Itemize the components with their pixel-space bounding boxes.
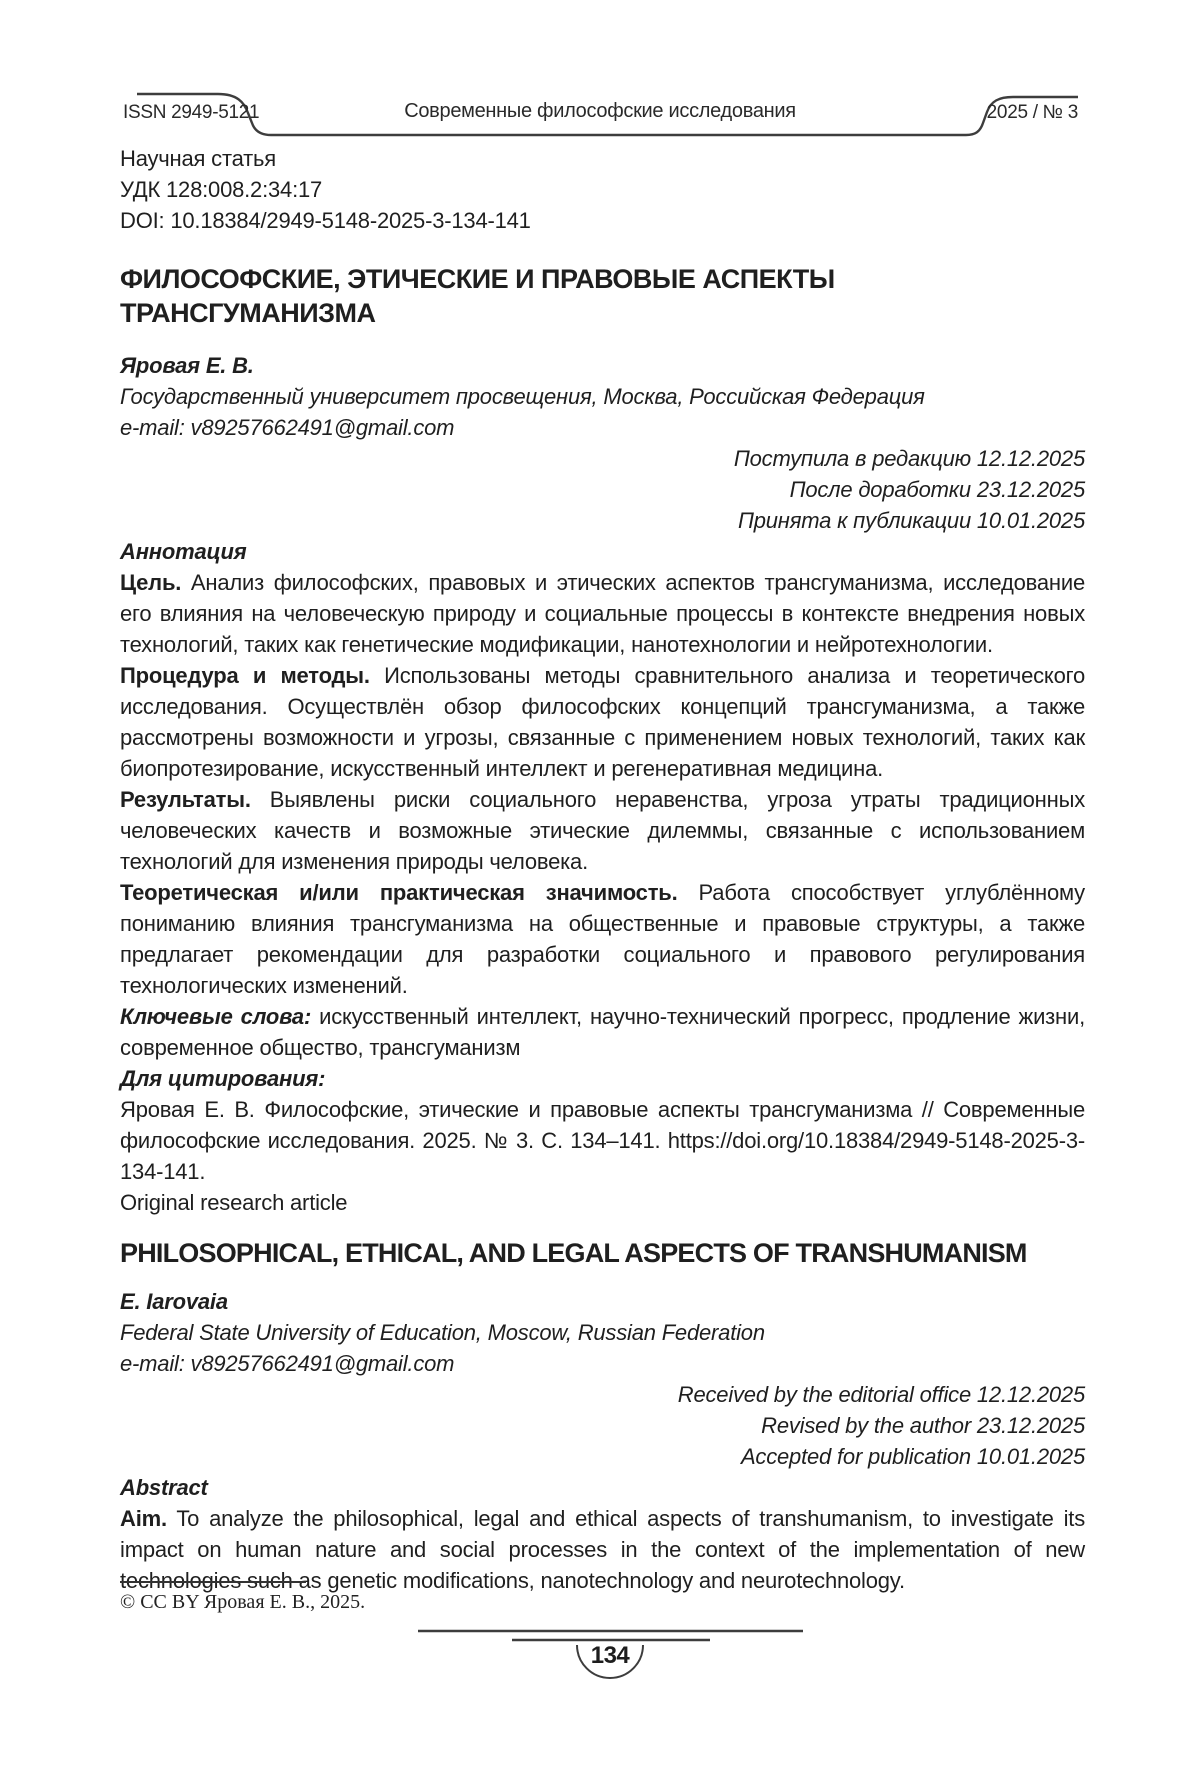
affiliation-ru: Государственный университет просвещения, Москва, Российская Федерация — [120, 384, 925, 409]
keywords-text: искусственный интеллект, научно-технический прогресс, продление жизни, современное общество, трансгуманизм — [120, 1004, 1085, 1060]
keywords-label: Ключевые слова: — [120, 1004, 312, 1029]
date-received-en: Received by the editorial office 12.12.2025 — [677, 1382, 1085, 1407]
author-email-ru: e-mail: v89257662491@gmail.com — [120, 415, 455, 440]
copyright-line: © CC BY Яровая Е. В., 2025. — [120, 1591, 366, 1613]
date-received-ru: Поступила в редакцию 12.12.2025 — [733, 446, 1085, 471]
section-label: Aim. — [120, 1506, 167, 1531]
section-label: Цель. — [120, 570, 182, 595]
article-type-ru: Научная статья — [120, 146, 276, 171]
affiliation-en: Federal State University of Education, Moscow, Russian Federation — [120, 1320, 765, 1345]
author-name-ru: Яровая Е. В. — [120, 353, 254, 378]
article-title-en: PHILOSOPHICAL, ETHICAL, AND LEGAL ASPECTS OF TRANSHUMANISM — [120, 1238, 1027, 1268]
ru-author-block — [120, 350, 1085, 443]
en-author-block — [120, 1286, 1085, 1379]
section-label: Результаты. — [120, 787, 251, 812]
section-text: Работа способствует углублённому пониманию влияния трансгуманизма на общественные и правовые структуры, а также предлагает рекомендации для разработки социального и правового регулирования технологических изменений. — [120, 880, 1085, 998]
article-meta — [120, 143, 1085, 236]
footnote-divider — [120, 1581, 306, 1583]
section-text: Выявлены риски социального неравенства, угроза утраты традиционных человеческих качеств и возможные этические дилеммы, связанные с использованием технологий для изменения природы человека. — [120, 787, 1085, 874]
abstract-section-aim-ru — [120, 567, 1085, 660]
citation-text: Яровая Е. В. Философские, этические и правовые аспекты трансгуманизма // Современные философские исследования. 2025. № 3. С. 134–141. https://doi.org/10.18384/2949-5148-2025-3-134-141. — [120, 1097, 1085, 1184]
abstract-section-significance-ru — [120, 877, 1085, 1001]
keywords-ru — [120, 1001, 1085, 1063]
author-name-en: E. Iarovaia — [120, 1289, 228, 1314]
article-body — [120, 143, 1085, 1596]
header-issue-number: 2025 / № 3 — [986, 102, 1078, 123]
section-text: To analyze the philosophical, legal and ethical aspects of transhumanism, to investigate its impact on human nature and social processes in the context of the implementation of new technologies such as genetic modifications, nanotechnology and neurotechnology. — [120, 1506, 1085, 1593]
citation-label: Для цитирования: — [120, 1066, 326, 1091]
date-accepted-ru: Принята к публикации 10.01.2025 — [737, 508, 1085, 533]
header-issn: ISSN 2949-5121 — [123, 102, 260, 123]
journal-title: Современные философские исследования — [404, 100, 796, 122]
section-label: Теоретическая и/или практическая значимость. — [120, 880, 678, 905]
section-text: Использованы методы сравнительного анализа и теоретического исследования. Осуществлён обзор философских концепций трансгуманизма, а также рассмотрены возможности и угрозы, связанные с применением новых технологий, таких как биопротезирование, искусственный интеллект и регенеративная медицина. — [120, 663, 1085, 781]
date-revised-ru: После доработки 23.12.2025 — [789, 477, 1085, 502]
author-email-en: e-mail: v89257662491@gmail.com — [120, 1351, 455, 1376]
doi-code: DOI: 10.18384/2949-5148-2025-3-134-141 — [120, 208, 531, 233]
abstract-section-results-ru — [120, 784, 1085, 877]
article-type-en: Original research article — [120, 1190, 348, 1215]
date-revised-en: Revised by the author 23.12.2025 — [761, 1413, 1085, 1438]
udk-code: УДК 128:008.2:34:17 — [120, 177, 323, 202]
ru-dates-block — [120, 443, 1085, 536]
abstract-heading-ru: Аннотация — [120, 539, 247, 564]
abstract-heading-en: Abstract — [120, 1475, 208, 1500]
en-dates-block — [120, 1379, 1085, 1472]
date-accepted-en: Accepted for publication 10.01.2025 — [740, 1444, 1085, 1469]
section-text: Анализ философских, правовых и этических аспектов трансгуманизма, исследование его влияния на человеческую природу и социальные процессы в контексте внедрения новых технологий, таких как генетические модификации, нанотехнологии и нейротехнологии. — [120, 570, 1085, 657]
page-number: 134 — [590, 1642, 630, 1669]
section-label: Процедура и методы. — [120, 663, 370, 688]
article-title-ru: ФИЛОСОФСКИЕ, ЭТИЧЕСКИЕ И ПРАВОВЫЕ АСПЕКТЫ ТРАНСГУМАНИЗМА — [120, 264, 835, 328]
abstract-section-methods-ru — [120, 660, 1085, 784]
